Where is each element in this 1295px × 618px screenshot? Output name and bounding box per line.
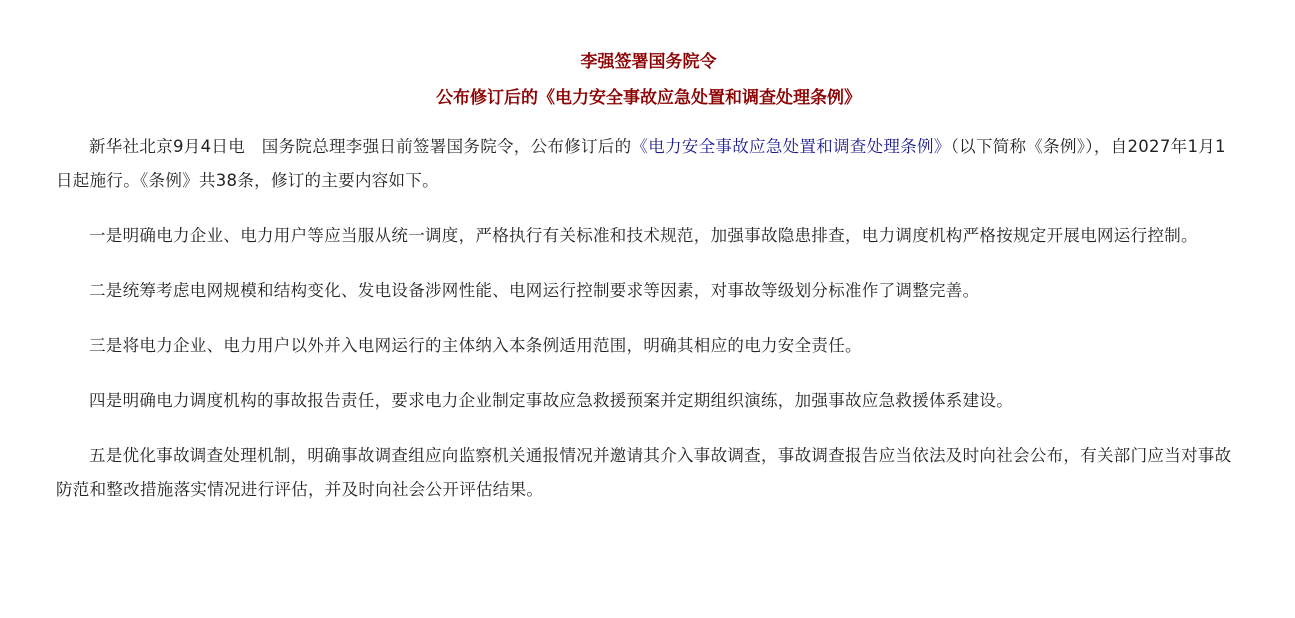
headline-line-1: 李强签署国务院令 <box>580 52 717 72</box>
regulation-link[interactable]: 《电力安全事故应急处置和调查处理条例》 <box>631 137 951 156</box>
point-paragraph-3: 三是将电力企业、电力用户以外并入电网运行的主体纳入本条例适用范围，明确其相应的电力安全责任。 <box>89 336 862 355</box>
intro-text-before: 新华社北京9月4日电 国务院总理李强日前签署国务院令，公布修订后的 <box>89 137 632 156</box>
point-paragraph-4: 四是明确电力调度机构的事故报告责任，要求电力企业制定事故应急救援预案并定期组织演练，加强事故应急救援体系建设。 <box>89 391 1013 410</box>
point-paragraph-5: 五是优化事故调查处理机制，明确事故调查组应向监察机关通报情况并邀请其介入事故调查，事故调查报告应当依法及时向社会公布，有关部门应当对事故防范和整改措施落实情况进行评估，并及时向社会公开评估结果。 <box>56 446 1232 499</box>
headline-line-2: 公布修订后的《电力安全事故应急处置和调查处理条例》 <box>436 88 861 108</box>
intro-paragraph <box>56 130 1241 198</box>
point-paragraph-2: 二是统筹考虑电网规模和结构变化、发电设备涉网性能、电网运行控制要求等因素，对事故等级划分标准作了调整完善。 <box>89 281 980 300</box>
point-paragraph-1: 一是明确电力企业、电力用户等应当服从统一调度，严格执行有关标准和技术规范，加强事故隐患排查，电力调度机构严格按规定开展电网运行控制。 <box>89 226 1198 245</box>
intro-text-after: （以下简称《条例》），自2027年1月1日起施行。《条例》共38条，修订的主要内容如下。 <box>56 137 1226 190</box>
article <box>56 0 1241 507</box>
